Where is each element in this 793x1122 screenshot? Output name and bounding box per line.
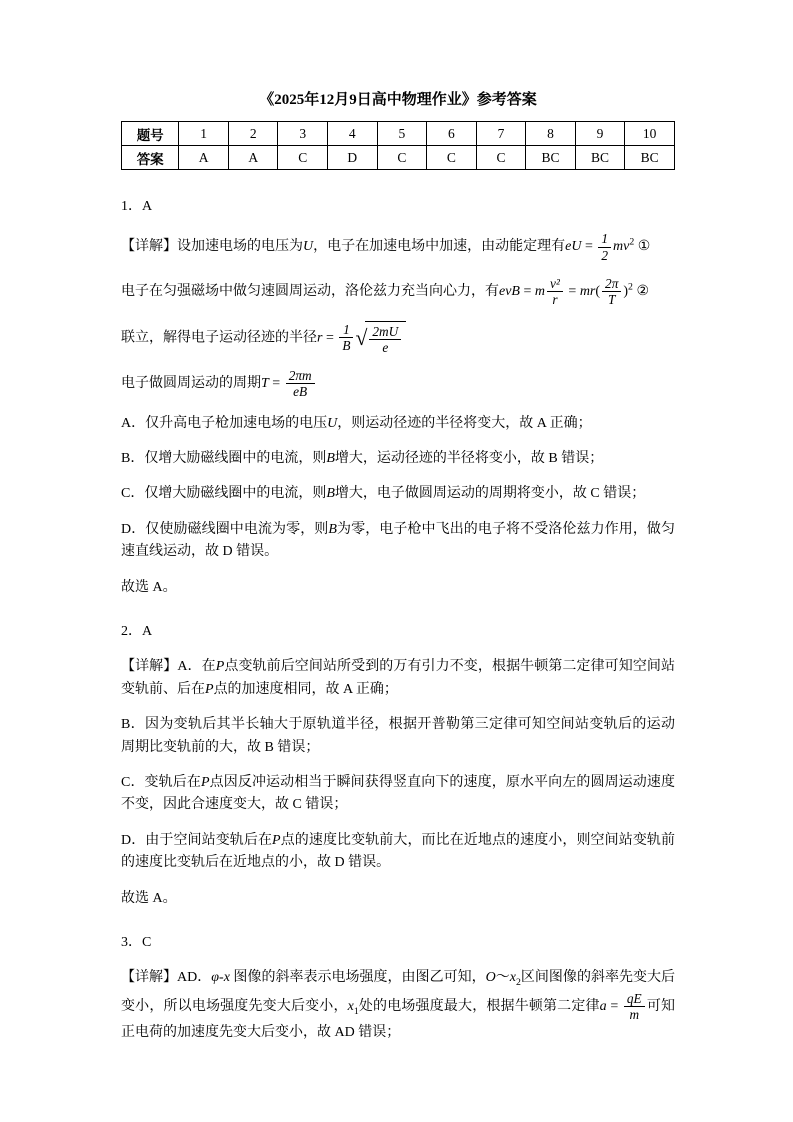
answer-table-cell: 2 <box>228 122 278 146</box>
answer-table-cell: 5 <box>377 122 427 146</box>
solution-paragraph: 故选 A。 <box>121 890 177 906</box>
solution-paragraph: 【详解】A．在P点变轨前后空间站所受到的万有引力不变，根据牛顿第二定律可知空间站变轨前、后在P点的加速度相同，故 A 正确； <box>121 659 675 697</box>
answer-table-cell: BC <box>625 146 675 170</box>
answer-table-cell: 1 <box>179 122 229 146</box>
answer-table-cell: D <box>328 146 378 170</box>
solution-3 <box>121 932 675 1045</box>
answer-table-cell: 4 <box>328 122 378 146</box>
answer-table-cell: A <box>228 146 278 170</box>
solution-paragraph: 故选 A。 <box>121 579 177 595</box>
solution-heading: 2．A <box>121 623 153 639</box>
solution-heading: 1．A <box>121 199 153 214</box>
solution-paragraph: 电子做圆周运动的周期T = $\frac{2\pi m}{eB}$ <box>121 368 675 400</box>
answer-table-cell: 8 <box>526 122 576 146</box>
answer-table-cell: BC <box>575 146 625 170</box>
solution-paragraph: C．变轨后在P点因反冲运动相当于瞬间获得竖直向下的速度，原水平向左的圆周运动速度不变，因此合速度变大，故 C 错误； <box>121 774 675 813</box>
solution-paragraph: 【详解】设加速电场的电压为U，电子在加速电场中加速，由动能定理有eU = $\frac{1}{2}$ $mv^2$ ① <box>121 231 651 263</box>
solution-2 <box>121 621 675 910</box>
answer-table-cell: 3 <box>278 122 328 146</box>
answer-table-answer-row <box>122 146 675 170</box>
answer-table-number-row <box>122 122 675 146</box>
answer-table-cell: C <box>427 146 477 170</box>
answer-table-cell: 7 <box>476 122 526 146</box>
solution-paragraph: B．仅增大励磁线圈中的电流，则B增大，运动径迹的半径将变小，故 B 错误； <box>121 451 604 467</box>
solution-paragraph: D．由于空间站变轨后在P点的速度比变轨前大，而比在近地点的速度小，则空间站变轨前的速度比变轨后在近地点的小，故 D 错误。 <box>121 832 675 871</box>
solution-1 <box>121 196 675 599</box>
answer-table-cell: BC <box>526 146 576 170</box>
answer-table-cell: 10 <box>625 122 675 146</box>
answer-table-cell: 6 <box>427 122 477 146</box>
solution-paragraph: 电子在匀强磁场中做匀速圆周运动，洛伦兹力充当向心力，有evB = m $\frac{\text{v²}}{r}$ = mr( $\frac{2\pi}{T}$ )$^2$ ② <box>121 275 649 308</box>
answer-table-cell: C <box>476 146 526 170</box>
answer-table-header-cell: 题号 <box>122 122 179 146</box>
solution-paragraph: B．因为变轨后其半长轴大于原轨道半径，根据开普勒第三定律可知空间站变轨后的运动周期比变轨前的大，故 B 错误； <box>121 717 675 755</box>
document-title: 《2025年12月9日高中物理作业》参考答案 <box>259 92 537 108</box>
solution-paragraph: 【详解】AD．φ-x 图像的斜率表示电场强度，由图乙可知，$O\sim x_2$区间图像的斜率先变大后变小，所以电场强度先变大后变小，$x_1$处的电场强度最大，根据牛顿第二定律a = $\frac{qE}{m}$ 可知正电荷的加速度先变大后变小，故 AD 错误； <box>121 970 676 1041</box>
solution-paragraph: A．仅升高电子枪加速电场的电压U，则运动径迹的半径将变大，故 A 正确； <box>121 415 592 431</box>
solution-heading: 3．C <box>121 934 152 950</box>
solution-paragraph: C．仅增大励磁线圈中的电流，则B增大，电子做圆周运动的周期将变小，故 C 错误； <box>121 486 646 502</box>
answer-table-cell: C <box>377 146 427 170</box>
answer-table <box>121 121 675 170</box>
answer-table-cell: 9 <box>575 122 625 146</box>
solution-paragraph: 联立，解得电子运动径迹的半径r = $\frac{1}{B}$ √ $\frac{2mU}{e}$ <box>121 321 675 356</box>
answer-table-header-cell: 答案 <box>122 146 179 170</box>
answer-table-cell: C <box>278 146 328 170</box>
answer-table-cell: A <box>179 146 229 170</box>
solution-paragraph: D．仅使励磁线圈中电流为零，则B为零，电子枪中飞出的电子将不受洛伦兹力作用，做匀速直线运动，故 D 错误。 <box>121 521 675 560</box>
